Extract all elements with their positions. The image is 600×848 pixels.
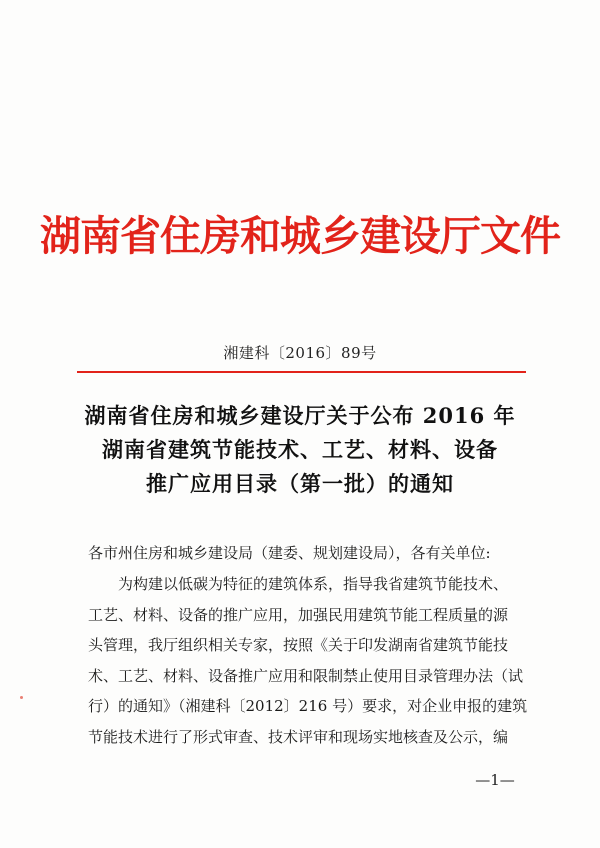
paragraph-line: 头管理，我厅组织相关专家，按照《关于印发湖南省建筑节能技 xyxy=(88,636,509,654)
scan-speck xyxy=(20,696,23,699)
issuing-authority-header: 湖南省住房和城乡建设厅文件 xyxy=(40,212,560,260)
document-body xyxy=(88,538,528,752)
paragraph-line: 为构建以低碳为特征的建筑体系，指导我省建筑节能技术、 xyxy=(118,575,509,593)
document-number: 湘建科〔2016〕89号 xyxy=(223,344,377,362)
title-line-2: 湖南省建筑节能技术、工艺、材料、设备 xyxy=(102,437,498,462)
document-title xyxy=(0,399,600,501)
salutation: 各市州住房和城乡建设局（建委、规划建设局），各有关单位: xyxy=(88,544,491,562)
paragraph-line: 行）的通知》（湘建科〔2012〕216 号）要求，对企业申报的建筑 xyxy=(88,697,528,715)
title-line-3: 推广应用目录（第一批）的通知 xyxy=(146,471,454,496)
page-number: —1— xyxy=(475,771,515,789)
paragraph-line: 工艺、材料、设备的推广应用，加强民用建筑节能工程质量的源 xyxy=(88,605,509,624)
red-divider-line xyxy=(77,371,526,373)
paragraph-line: 术、工艺、材料、设备推广应用和限制禁止使用目录管理办法（试 xyxy=(88,666,524,685)
title-line-1: 湖南省住房和城乡建设厅关于公布 2016 年 xyxy=(84,403,516,428)
paragraph-line: 节能技术进行了形式审查、技术评审和现场实地核查及公示，编 xyxy=(88,727,509,746)
